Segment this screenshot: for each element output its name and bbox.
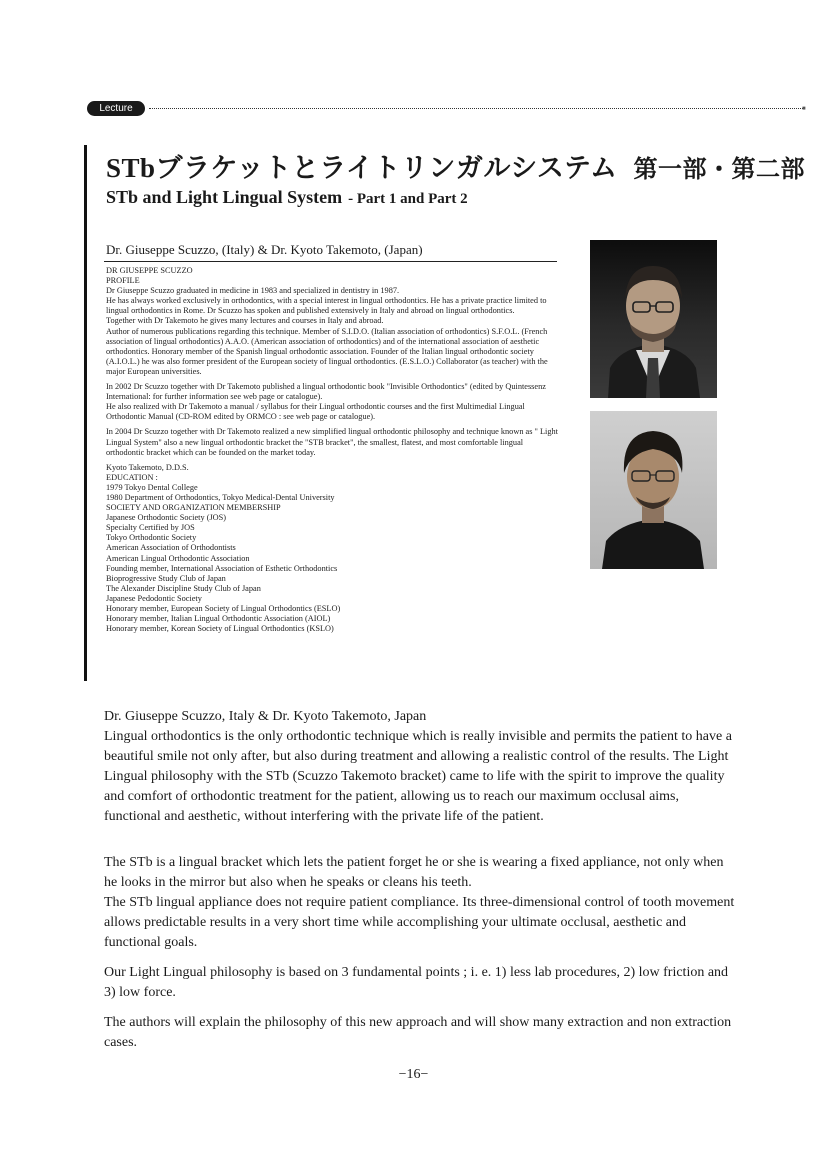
body-text-4 — [104, 1013, 738, 1053]
bio-line: In 2002 Dr Scuzzo together with Dr Takemoto published a lingual orthodontic book "Invisible Orthodontics" (edited by Quintessenz International: for further information see web page or catalogue). — [106, 382, 546, 402]
paragraph-2: The STb is a lingual bracket which lets the patient forget he or she is wearing a fixed appliance, not only when he looks in the mirror but also when he speaks or cleans his teeth. — [104, 855, 724, 890]
bio-line: 1980 Department of Orthodontics, Tokyo Medical-Dental University — [106, 492, 335, 502]
authors-line: Dr. Giuseppe Scuzzo, (Italy) & Dr. Kyoto Takemoto, (Japan) — [106, 242, 423, 257]
paragraph-1: Lingual orthodontics is the only orthodontic technique which is really invisible and permits the patient to have a beautiful smile not only after, but also during treatment and allowing a realistic control of the results. The Light Lingual philosophy with the STb (Scuzzo Takemoto bracket) came to life with the spirit to improve the quality and comfort of orthodontic treatment for the patient, allowing us to reach our maximum occlusal aims, functional and aesthetic, without interfering with the private life of the patient. — [104, 729, 732, 824]
portrait-photo-takemoto — [590, 411, 717, 569]
bio-line: PROFILE — [106, 276, 140, 286]
lecture-tag: Lecture — [87, 101, 145, 116]
biography — [106, 266, 560, 634]
header-dotted-rule — [149, 108, 805, 109]
header-rule-end: ■ — [802, 106, 806, 112]
body-text — [104, 707, 738, 827]
title-japanese — [106, 146, 806, 185]
byline: Dr. Giuseppe Scuzzo, Italy & Dr. Kyoto Takemoto, Japan — [104, 709, 427, 724]
bio-line: In 2004 Dr Scuzzo together with Dr Takemoto realized a new simplified lingual orthodontic philosophy and technique known as " Light Lingual System" also a new lingual orthodontic bracket the "STB bracket", the smallest, flatest, and most comfortable lingual orthodontic bracket which can be founded on the market today. — [106, 427, 558, 457]
bio-line: Kyoto Takemoto, D.D.S. — [106, 462, 189, 472]
bio-line: Honorary member, Korean Society of Lingual Orthodontics (KSLO) — [106, 624, 334, 634]
bio-line: Bioprogressive Study Club of Japan — [106, 573, 226, 583]
bio-line: He has always worked exclusively in orthodontics, with a special interest in lingual orthodontics. He has a private practice limited to lingual orthodontics in Rome. Dr Scuzzo has spoken and published extensively in Italy and abroad on lingual orthodontics. — [106, 296, 547, 316]
bio-line: Together with Dr Takemoto he gives many lectures and courses in Italy and abroad. — [106, 316, 384, 326]
bio-line: Tokyo Orthodontic Society — [106, 533, 197, 543]
bio-line: He also realized with Dr Takemoto a manual / syllabus for their Lingual orthodontic courses and the first Multimedial Lingual Orthodontic Manual (CD-ROM edited by ORMCO : see web page or catalogue). — [106, 402, 525, 422]
title-japanese-part: 第一部・第二部 — [633, 157, 806, 183]
title-japanese-main: STbブラケットとライトリンガルシステム — [106, 153, 618, 183]
bio-line: Japanese Pedodontic Society — [106, 593, 202, 603]
bio-line: SOCIETY AND ORGANIZATION MEMBERSHIP — [106, 503, 281, 513]
bio-line: The Alexander Discipline Study Club of Japan — [106, 583, 261, 593]
body-text-2 — [104, 853, 738, 953]
portrait-scuzzo-image — [590, 240, 717, 398]
bio-line: Honorary member, European Society of Lingual Orthodontics (ESLO) — [106, 604, 341, 613]
paragraph-5: The authors will explain the philosophy of this new approach and will show many extraction and non extraction cases. — [104, 1015, 732, 1050]
bio-line: American Association of Orthodontists — [106, 543, 236, 553]
paragraph-3: The STb lingual appliance does not require patient compliance. Its three-dimensional control of tooth movement allows predictable results in a very short time while accomplishing your ultimate occlusal, aesthetic and functional goals. — [104, 895, 735, 950]
bio-line: EDUCATION : — [106, 472, 158, 482]
bio-line: 1979 Tokyo Dental College — [106, 482, 198, 492]
paragraph-4: Our Light Lingual philosophy is based on 3 fundamental points ; i. e. 1) less lab procedures, 2) low friction and 3) low force. — [104, 965, 729, 1000]
portrait-photo-scuzzo — [590, 240, 717, 398]
bio-line: American Lingual Orthodontic Association — [106, 553, 250, 563]
title-english-part: - Part 1 and Part 2 — [348, 191, 468, 207]
bio-line: Founding member, International Association of Esthetic Orthodontics — [106, 563, 338, 573]
bio-line: Specialty Certified by JOS — [106, 523, 195, 533]
title-english — [106, 187, 468, 208]
bio-line: Japanese Orthodontic Society (JOS) — [106, 513, 227, 523]
bio-line: Honorary member, Italian Lingual Orthodontic Association (AIOL) — [106, 614, 331, 624]
bio-line: DR GIUSEPPE SCUZZO — [106, 266, 193, 275]
authors-rule — [104, 261, 557, 262]
bio-line: Author of numerous publications regarding this technique. Member of S.I.D.O. (Italian association of orthodontics) S.F.O.L. (French association of lingual orthodontics) A.A.O. (American association of orthodontics) and of the international association of aesthetic orthodontics. Honorary member of the Spanish lingual orthodontic association. Founder of the Italian lingual orthodontic society (A.I.O.L.) he was also former president of the European society of lingual orthodontics. (E.S.L.O.) Collaborator (as teacher) with the major European universities. — [106, 326, 548, 376]
margin-bar — [84, 145, 87, 681]
body-text-3 — [104, 963, 738, 1003]
title-english-main: STb and Light Lingual System — [106, 187, 343, 207]
bio-line: Dr Giuseppe Scuzzo graduated in medicine in 1983 and specialized in dentistry in 1987. — [106, 286, 400, 296]
portrait-takemoto-image — [590, 411, 717, 569]
page-number: −16− — [398, 1067, 429, 1082]
